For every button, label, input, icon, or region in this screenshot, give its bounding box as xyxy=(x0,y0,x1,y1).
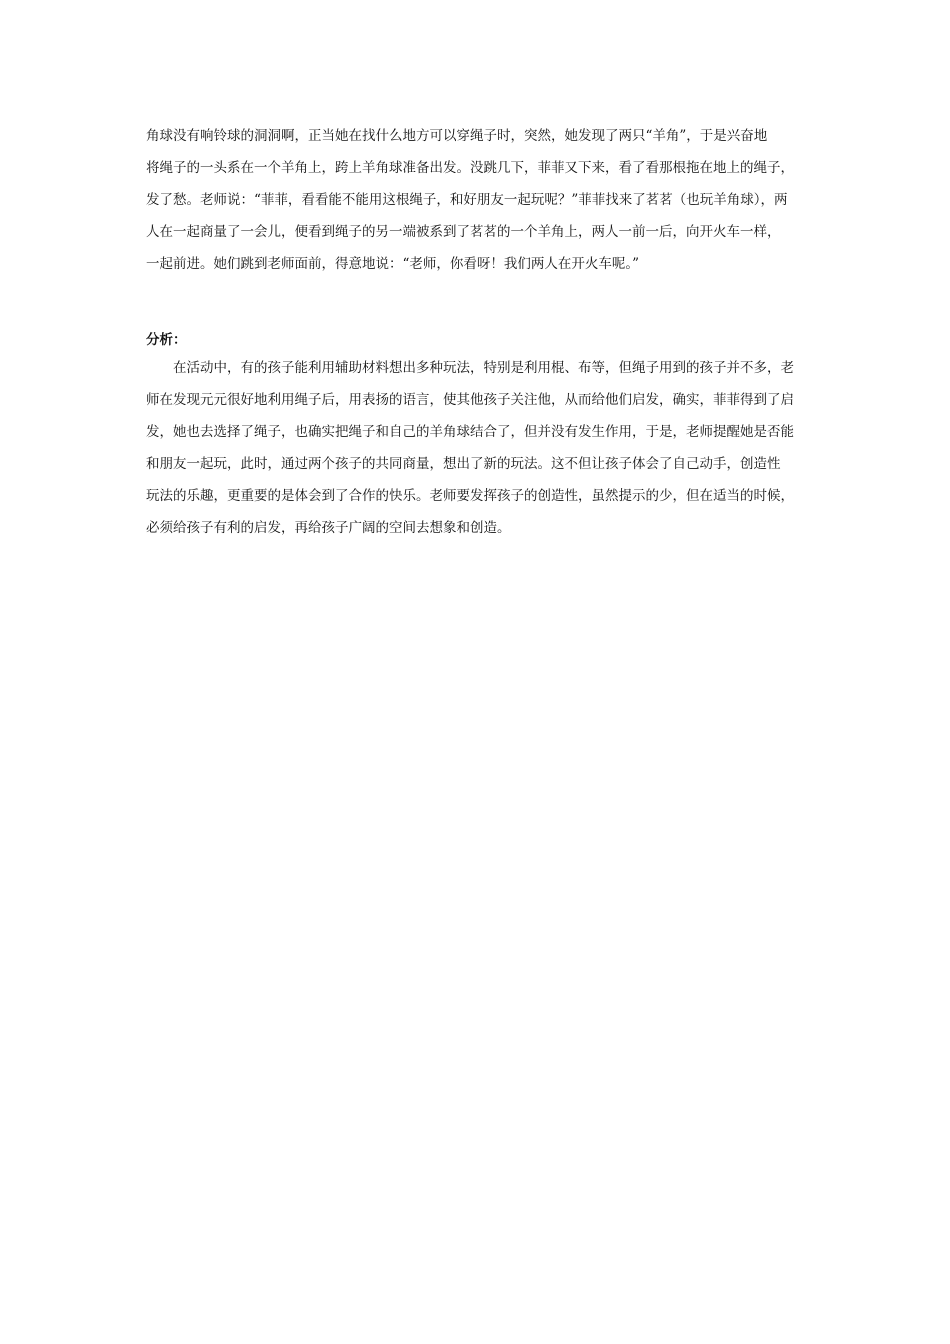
story-line: 发了愁。老师说：“菲菲，看看能不能用这根绳子，和好朋友一起玩呢？”菲菲找来了茗茗（也玩羊角球），两 xyxy=(146,192,788,208)
story-line: 人在一起商量了一会儿，便看到绳子的另一端被系到了茗茗的一个羊角上，两人一前一后，向开火车一样， xyxy=(146,224,781,240)
analysis-line: 师在发现元元很好地利用绳子后，用表扬的语言，使其他孩子关注他，从而给他们启发，确实，菲菲得到了启 xyxy=(146,392,794,408)
story-paragraph xyxy=(146,120,808,280)
analysis-heading: 分析： xyxy=(146,332,187,348)
analysis-line: 和朋友一起玩，此时，通过两个孩子的共同商量，想出了新的玩法。这不但让孩子体会了自己动手，创造性 xyxy=(146,456,781,472)
story-line: 一起前进。她们跳到老师面前，得意地说：“老师，你看呀！我们两人在开火车呢。” xyxy=(146,256,640,272)
analysis-line: 必须给孩子有利的启发，再给孩子广阔的空间去想象和创造。 xyxy=(146,520,511,536)
analysis-line: 发，她也去选择了绳子，也确实把绳子和自己的羊角球结合了，但并没有发生作用，于是，老师提醒她是否能 xyxy=(146,424,794,440)
analysis-line: 在活动中，有的孩子能利用辅助材料想出多种玩法，特别是利用棍、布等，但绳子用到的孩子并不多，老 xyxy=(173,360,794,376)
story-line: 将绳子的一头系在一个羊角上，跨上羊角球准备出发。没跳几下，菲菲又下来，看了看那根拖在地上的绳子， xyxy=(146,160,794,176)
story-line: 角球没有响铃球的洞洞啊，正当她在找什么地方可以穿绳子时，突然，她发现了两只“羊角”，于是兴奋地 xyxy=(146,128,768,144)
analysis-line: 玩法的乐趣，更重要的是体会到了合作的快乐。老师要发挥孩子的创造性，虽然提示的少，但在适当的时候， xyxy=(146,488,794,504)
analysis-paragraph xyxy=(146,352,808,544)
